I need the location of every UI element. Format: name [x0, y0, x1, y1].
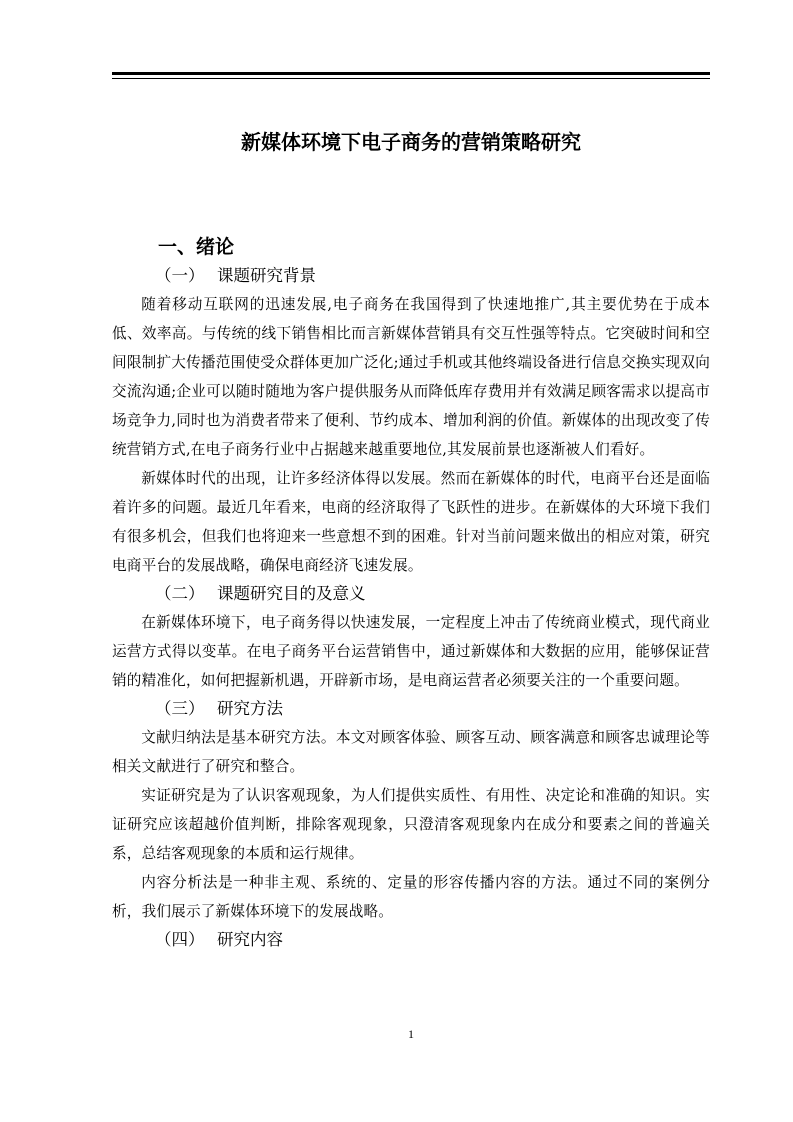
section-heading-introduction: 一、绪论: [158, 236, 235, 258]
paragraph: 文献归纳法是基本研究方法。本文对顾客体验、顾客互动、顾客满意和顾客忠诚理论等相关文献进行了研究和整合。: [112, 729, 710, 775]
paragraph: 随着移动互联网的迅速发展,电子商务在我国得到了快速地推广,其主要优势在于成本低、效率高。与传统的线下销售相比而言新媒体营销具有交互性强等特点。它突破时间和空间限制扩大传播范围使受众群体更加广泛化;通过手机或其他终端设备进行信息交换实现双向交流沟通;企业可以随时随地为客户提供服务从而降低库存费用并有效满足顾客需求以提高市场竞争力,同时也为消费者带来了便利、节约成本、增加利润的价值。新媒体的出现改变了传统营销方式,在电子商务行业中占据越来越重要地位,其发展前景也逐渐被人们看好。: [112, 296, 710, 458]
subsection-heading-methods: [112, 695, 710, 723]
header-rule-thin: [112, 78, 710, 79]
paragraph: 内容分析法是一种非主观、系统的、定量的形容传播内容的方法。通过不同的案例分析，我们展示了新媒体环境下的发展战略。: [112, 874, 710, 920]
paragraph: 新媒体时代的出现，让许多经济体得以发展。然而在新媒体的时代，电商平台还是面临着许多的问题。最近几年看来，电商的经济取得了飞跃性的进步。在新媒体的大环境下我们有很多机会，但我们也将迎来一些意想不到的困难。针对当前问题来做出的相应对策，研究电商平台的发展战略，确保电商经济飞速发展。: [112, 470, 710, 574]
document-body: [112, 232, 710, 954]
subsection-number: （一）: [155, 266, 205, 285]
subsection-title: 研究内容: [217, 930, 283, 949]
subsection-number: （四）: [155, 930, 205, 949]
header-rule-thick: [112, 72, 710, 75]
subsection-heading-background: [112, 262, 710, 290]
subsection-number: （三）: [155, 699, 205, 718]
paragraph: 实证研究是为了认识客观现象，为人们提供实质性、有用性、决定论和准确的知识。实证研究应该超越价值判断，排除客观现象，只澄清客观现象内在成分和要素之间的普遍关系，总结客观现象的本质和运行规律。: [112, 787, 710, 862]
subsection-title: 课题研究目的及意义: [217, 584, 366, 603]
subsection-heading-content: [112, 926, 710, 954]
paragraph: 在新媒体环境下，电子商务得以快速发展，一定程度上冲击了传统商业模式，现代商业运营方式得以变革。在电子商务平台运营销售中，通过新媒体和大数据的应用，能够保证营销的精准化，如何把握新机遇，开辟新市场，是电商运营者必须要关注的一个重要问题。: [112, 614, 710, 689]
subsection-title: 研究方法: [217, 699, 283, 718]
subsection-title: 课题研究背景: [217, 266, 316, 285]
page-number: 1: [408, 1027, 414, 1041]
document-title: 新媒体环境下电子商务的营销策略研究: [241, 130, 581, 154]
subsection-number: （二）: [155, 584, 205, 603]
subsection-heading-purpose: [112, 580, 710, 608]
